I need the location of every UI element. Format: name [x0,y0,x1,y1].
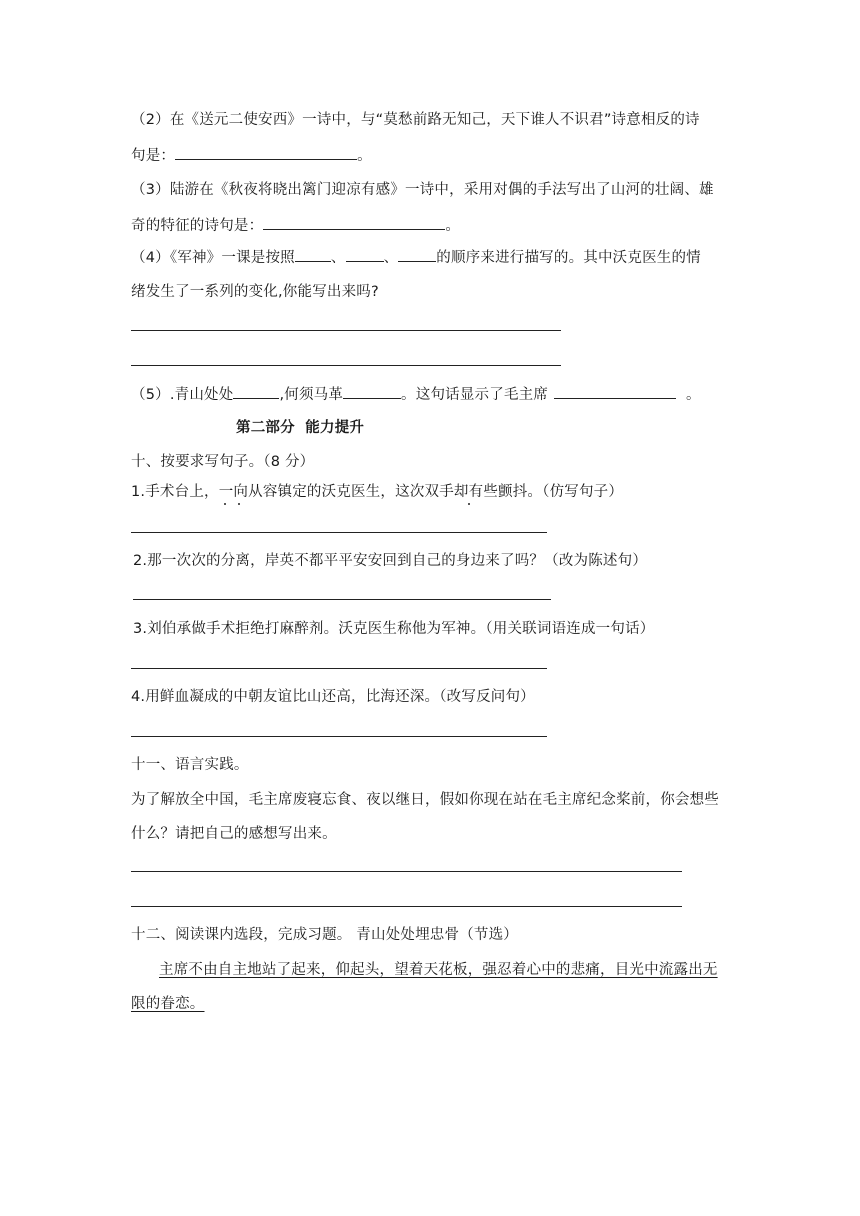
sec11-answer-line-1[interactable] [131,871,682,872]
sec10-title: 十、按要求写句子。（8 分） [131,454,315,470]
sec10-answer-line-4[interactable] [131,736,547,737]
q4-answer-line-2[interactable] [131,365,561,366]
q3-answer-blank[interactable] [263,215,445,230]
q2-prefix: 句是： [131,148,176,164]
q5-blank-3[interactable] [554,384,676,399]
emphasis-dot [238,503,240,505]
q2-answer-blank[interactable] [175,145,357,160]
sec11-answer-line-2[interactable] [131,906,682,907]
sec12-passage-line1: 主席不由自主地站了起来，仰起头，望着天花板，强忍着心中的悲痛，目光中流露出无 [159,962,718,978]
sec10-answer-line-2[interactable] [133,599,551,600]
q5-blank-1[interactable] [233,384,279,399]
part2-title: 第二部分 能力提升 [236,420,365,436]
q2-suffix: 。 [357,148,372,164]
sec12-passage-line2: 限的眷恋。 [131,996,205,1012]
sec12-title: 十二、阅读课内选段，完成习题。 青山处处埋忠骨（节选） [131,927,519,943]
sec10-item-2: 2.那一次次的分离，岸英不都平平安安回到自己的身边来了吗？（改为陈述句） [133,553,648,569]
sec10-item-1: 1.手术台上，一向从容镇定的沃克医生，这次双手却有些颤抖。（仿写句子） [131,484,624,500]
q4-sep1: 、 [330,250,346,266]
sec10-item-3: 3.刘伯承做手术拒绝打麻醉剂。沃克医生称他为军神。（用关联词语连成一句话） [133,621,655,637]
sec11-title: 十一、语言实践。 [131,757,249,773]
q5-c: 。这句话显示了毛主席 [401,387,549,403]
sec10-item-4: 4.用鲜血凝成的中朝友谊比山还高，比海还深。（改写反问句） [131,689,535,705]
q4-sep2: 、 [383,250,399,266]
q4-answer-line-1[interactable] [131,330,561,331]
q3-suffix: 。 [445,218,461,234]
sec10-answer-line-1[interactable] [131,532,547,533]
sec10-answer-line-3[interactable] [131,668,547,669]
q3-line2 [131,215,460,236]
q5-a: （5）.青山处处 [131,387,234,403]
q5-d: 。 [686,387,701,403]
q3-prefix: 奇的特征的诗句是： [131,218,264,234]
q4-blank-2[interactable] [346,247,384,262]
q4-blank-1[interactable] [295,247,331,262]
sec11-line1: 为了解放全中国，毛主席废寝忘食、夜以继日，假如你现在站在毛主席纪念桨前，你会想些 [131,792,719,808]
q4-line2: 绪发生了一系列的变化,你能写出来吗? [131,284,379,300]
q4-prefix: （4）《军神》一课是按照 [131,250,295,266]
q4-line1 [131,247,701,268]
q5-blank-2[interactable] [343,384,401,399]
q5-line [131,384,701,405]
emphasis-dot [468,503,470,505]
q3-line1: （3）陆游在《秋夜将晓出篱门迎凉有感》一诗中，采用对偶的手法写出了山河的壮阔、雄 [131,182,714,198]
q4-blank-3[interactable] [398,247,436,262]
q2-line2 [131,145,372,166]
q5-b: ,何须马革 [279,387,344,403]
q2-line1: （2）在《送元二使安西》一诗中，与“莫愁前路无知己，天下谁人不识君”诗意相反的诗 [131,112,700,128]
q4-rest: 的顺序来进行描写的。其中沃克医生的情 [436,250,701,266]
sec11-line2: 什么？请把自己的感想写出来。 [131,826,337,842]
emphasis-dot [224,503,226,505]
